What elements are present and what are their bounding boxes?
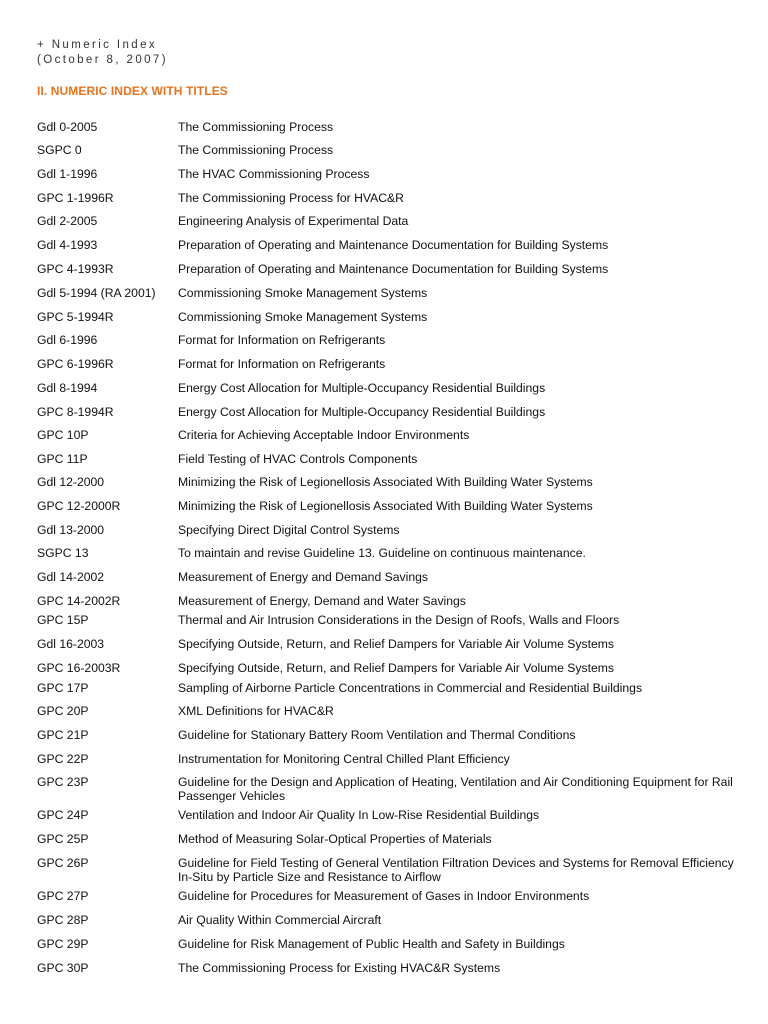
document-code: GPC 23P xyxy=(37,775,89,789)
document-code: Gdl 4-1993 xyxy=(37,238,98,252)
section-title: II. NUMERIC INDEX WITH TITLES xyxy=(37,84,228,98)
document-title: Measurement of Energy, Demand and Water Savings xyxy=(178,594,466,608)
document-title: Guideline for Procedures for Measurement of Gases in Indoor Environments xyxy=(178,889,590,903)
document-title: Thermal and Air Intrusion Considerations in the Design of Roofs, Walls and Floors xyxy=(178,613,620,627)
document-code: Gdl 8-1994 xyxy=(37,381,98,395)
document-title: Instrumentation for Monitoring Central Chilled Plant Efficiency xyxy=(178,752,510,766)
document-code: GPC 24P xyxy=(37,808,89,822)
document-code: SGPC 13 xyxy=(37,546,89,560)
document-title: The Commissioning Process for Existing HVAC&R Systems xyxy=(178,961,501,975)
document-code: Gdl 6-1996 xyxy=(37,333,98,347)
document-code: GPC 5-1994R xyxy=(37,310,114,324)
document-title: The Commissioning Process xyxy=(178,120,334,134)
document-code: GPC 6-1996R xyxy=(37,357,114,371)
document-title: Format for Information on Refrigerants xyxy=(178,333,386,347)
document-title: XML Definitions for HVAC&R xyxy=(178,704,334,718)
document-title: Guideline for Field Testing of General Ventilation Filtration Devices and Systems for Removal Efficiency In-Situ by Particle Size and Resistance to Airflow xyxy=(178,856,734,884)
document-code: GPC 27P xyxy=(37,889,89,903)
document-title: Sampling of Airborne Particle Concentrations in Commercial and Residential Buildings xyxy=(178,681,643,695)
document-title: Specifying Outside, Return, and Relief Dampers for Variable Air Volume Systems xyxy=(178,637,615,651)
document-code: Gdl 2-2005 xyxy=(37,214,98,228)
document-title: The HVAC Commissioning Process xyxy=(178,167,370,181)
document-title: Criteria for Achieving Acceptable Indoor Environments xyxy=(178,428,470,442)
document-title: Field Testing of HVAC Controls Components xyxy=(178,452,418,466)
document-title: Energy Cost Allocation for Multiple-Occupancy Residential Buildings xyxy=(178,381,546,395)
document-title: Guideline for Risk Management of Public Health and Safety in Buildings xyxy=(178,937,565,951)
document-code: GPC 14-2002R xyxy=(37,594,121,608)
document-title: Commissioning Smoke Management Systems xyxy=(178,286,428,300)
document-title: Commissioning Smoke Management Systems xyxy=(178,310,428,324)
document-title: Ventilation and Indoor Air Quality In Low-Rise Residential Buildings xyxy=(178,808,540,822)
document-code: GPC 17P xyxy=(37,681,89,695)
document-title: Air Quality Within Commercial Aircraft xyxy=(178,913,382,927)
document-title: Guideline for Stationary Battery Room Ventilation and Thermal Conditions xyxy=(178,728,576,742)
document-code: GPC 28P xyxy=(37,913,89,927)
document-code: GPC 12-2000R xyxy=(37,499,121,513)
document-title: Method of Measuring Solar-Optical Properties of Materials xyxy=(178,832,492,846)
document-title: Specifying Direct Digital Control Systems xyxy=(178,523,400,537)
document-code: GPC 16-2003R xyxy=(37,661,121,675)
document-title: Minimizing the Risk of Legionellosis Associated With Building Water Systems xyxy=(178,499,593,513)
document-title: To maintain and revise Guideline 13. Guideline on continuous maintenance. xyxy=(178,546,586,560)
document-title: Guideline for the Design and Application of Heating, Ventilation and Air Conditioning Equipment for Rail Passenger Vehicles xyxy=(178,775,733,803)
document-title: Preparation of Operating and Maintenance Documentation for Building Systems xyxy=(178,238,609,252)
document-code: GPC 25P xyxy=(37,832,89,846)
header-title: + Numeric Index xyxy=(37,39,158,51)
document-code: GPC 15P xyxy=(37,613,89,627)
document-code: GPC 1-1996R xyxy=(37,191,114,205)
document-title: Measurement of Energy and Demand Savings xyxy=(178,570,428,584)
document-code: Gdl 5-1994 (RA 2001) xyxy=(37,286,156,300)
document-code: GPC 22P xyxy=(37,752,89,766)
document-title: Specifying Outside, Return, and Relief Dampers for Variable Air Volume Systems xyxy=(178,661,615,675)
document-code: GPC 30P xyxy=(37,961,89,975)
document-code: GPC 4-1993R xyxy=(37,262,114,276)
document-code: Gdl 14-2002 xyxy=(37,570,105,584)
document-code: GPC 10P xyxy=(37,428,89,442)
document-title: Energy Cost Allocation for Multiple-Occupancy Residential Buildings xyxy=(178,405,546,419)
document-code: SGPC 0 xyxy=(37,143,82,157)
page-header xyxy=(37,38,168,68)
document-title: Engineering Analysis of Experimental Data xyxy=(178,214,409,228)
document-title: Format for Information on Refrigerants xyxy=(178,357,386,371)
document-code: GPC 21P xyxy=(37,728,89,742)
document-code: Gdl 16-2003 xyxy=(37,637,105,651)
document-code: Gdl 1-1996 xyxy=(37,167,98,181)
document-code: GPC 29P xyxy=(37,937,89,951)
document-code: Gdl 0-2005 xyxy=(37,120,98,134)
document-code: GPC 26P xyxy=(37,856,89,870)
document-code: GPC 11P xyxy=(37,452,88,466)
header-date: (October 8, 2007) xyxy=(37,54,168,66)
document-title: The Commissioning Process xyxy=(178,143,334,157)
document-title: Minimizing the Risk of Legionellosis Associated With Building Water Systems xyxy=(178,475,593,489)
document-code: Gdl 13-2000 xyxy=(37,523,105,537)
document-code: GPC 8-1994R xyxy=(37,405,114,419)
document-code: Gdl 12-2000 xyxy=(37,475,105,489)
document-code: GPC 20P xyxy=(37,704,89,718)
document-title: The Commissioning Process for HVAC&R xyxy=(178,191,404,205)
document-title: Preparation of Operating and Maintenance Documentation for Building Systems xyxy=(178,262,609,276)
